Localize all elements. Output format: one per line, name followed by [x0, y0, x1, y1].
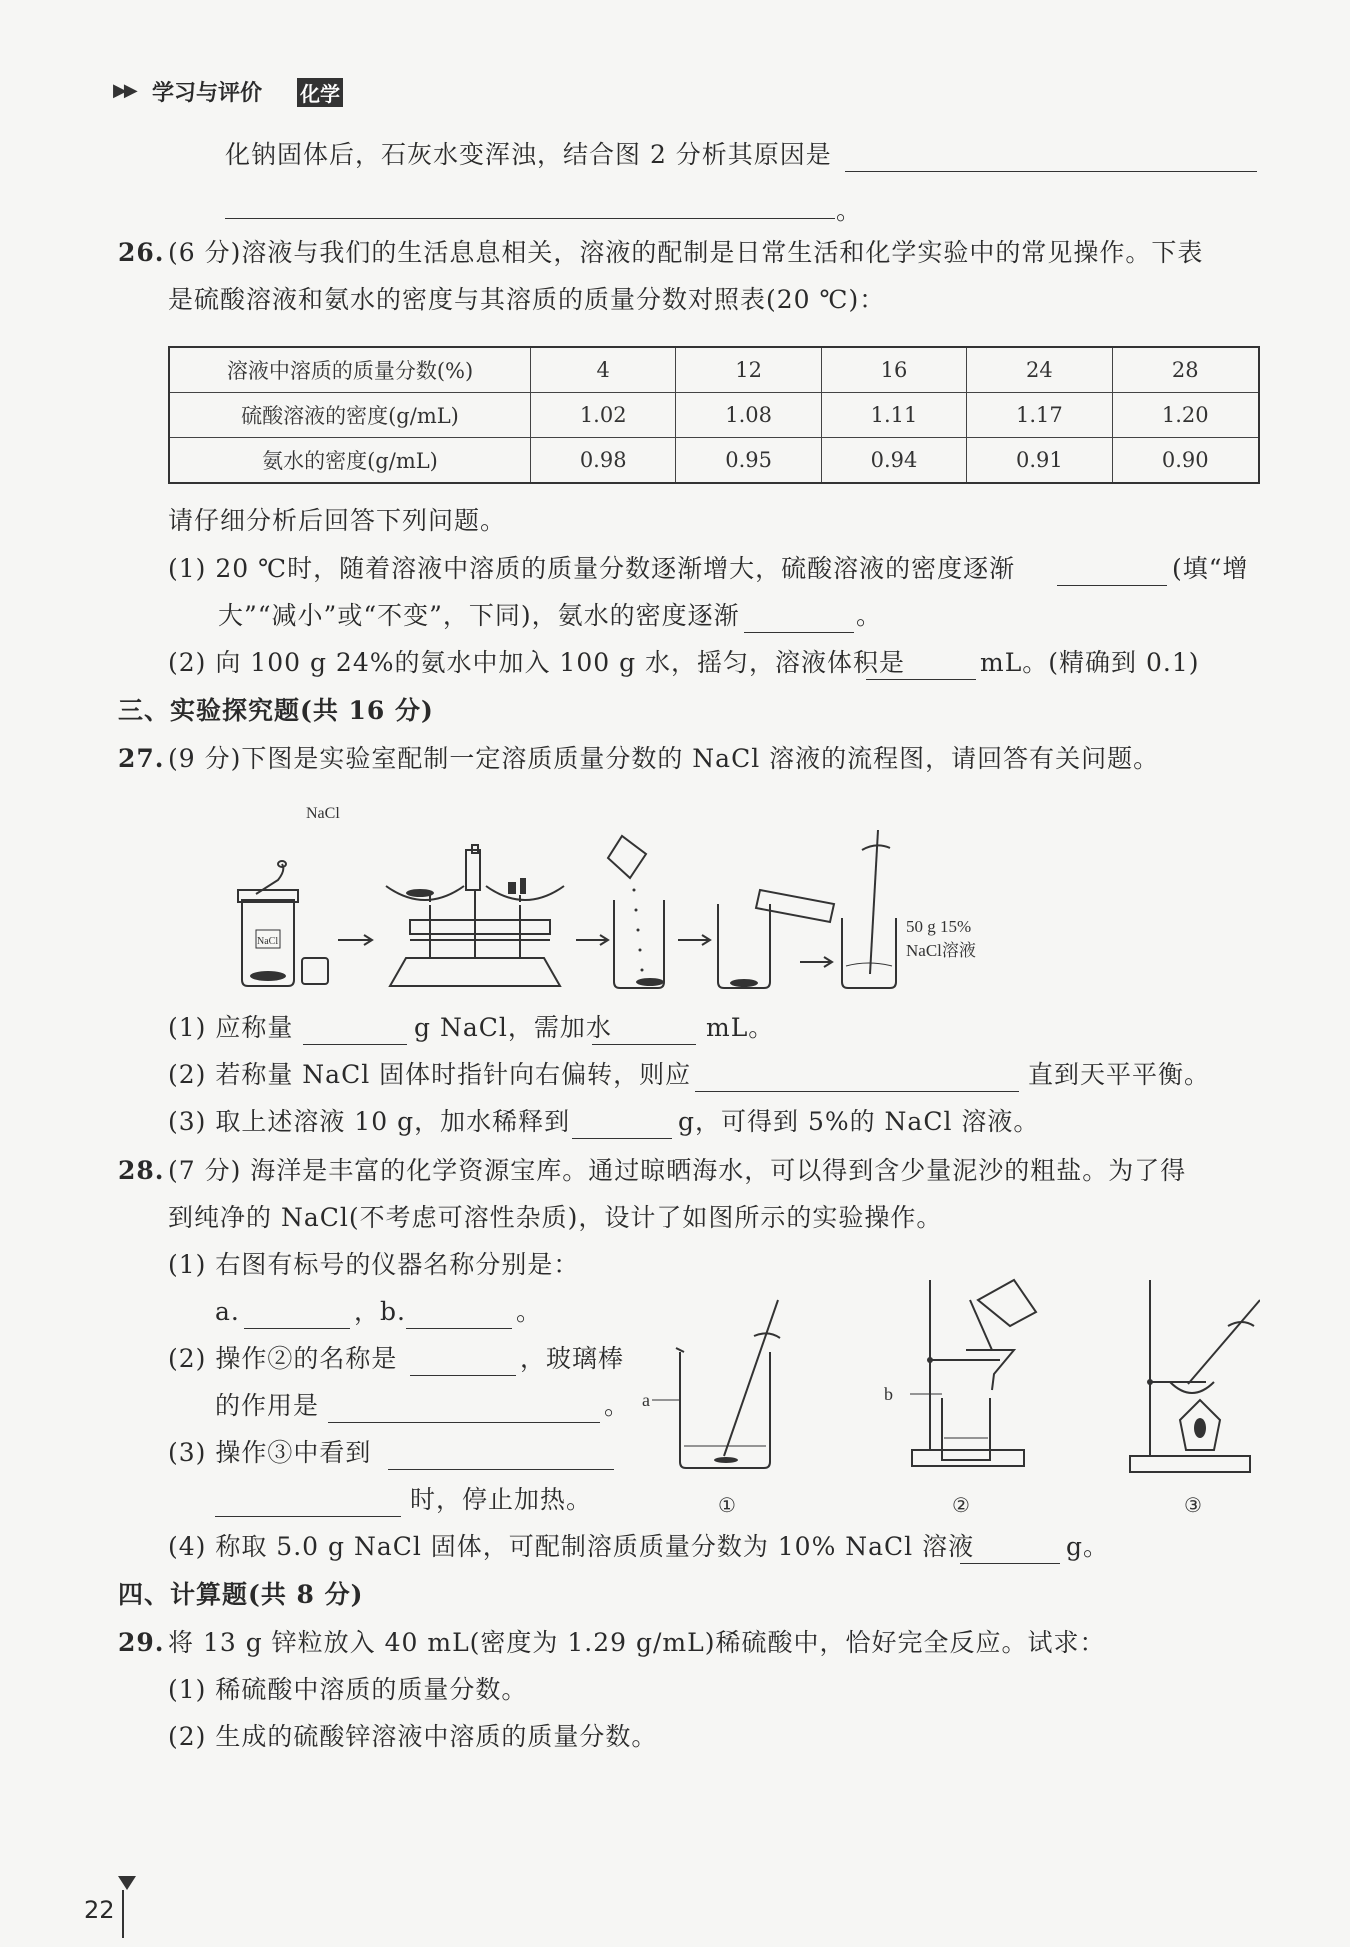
q27-p3-text: (3) 取上述溶液 10 g，加水稀释到 — [168, 1107, 571, 1136]
q28-p3-end: 时，停止加热。 — [410, 1485, 593, 1514]
density-table — [168, 346, 1260, 484]
q26-p1-end: 。 — [856, 601, 883, 630]
table-cell: 0.94 — [821, 438, 966, 484]
q28-p1-blank-a[interactable] — [244, 1328, 350, 1329]
table-cell: 1.02 — [531, 393, 676, 438]
q28-p1-blank-b[interactable] — [406, 1328, 512, 1329]
q26-p1-text2: 大”“减小”或“不变”，下同)，氨水的密度逐渐 — [218, 601, 740, 630]
q26-p1-fill-hint: (填“增 — [1172, 554, 1249, 583]
table-row-label: 硫酸溶液的密度(g/mL) — [169, 393, 531, 438]
q27-p3-blank[interactable] — [572, 1138, 672, 1139]
page-number: 22 — [84, 1896, 115, 1924]
q26-p2-blank[interactable] — [866, 679, 976, 680]
q28-p1-a-label: a. — [215, 1297, 240, 1326]
q25-end: 。 — [836, 196, 863, 225]
table-row — [169, 438, 1259, 484]
table-cell: 1.17 — [967, 393, 1112, 438]
table-cell: 1.11 — [821, 393, 966, 438]
table-cell: 12 — [676, 347, 821, 393]
page-marker-icon — [118, 1876, 136, 1890]
q26-p1-text: (1) 20 ℃时，随着溶液中溶质的质量分数逐渐增大，硫酸溶液的密度逐渐 — [168, 554, 1016, 583]
q26-p1-blank-2[interactable] — [744, 632, 854, 633]
q26-line1: (6 分)溶液与我们的生活息息相关，溶液的配制是日常生活和化学实验中的常见操作。下表 — [168, 238, 1204, 267]
q28-p4-text: (4) 称取 5.0 g NaCl 固体，可配制溶质质量分数为 10% NaCl 溶液 — [168, 1532, 975, 1561]
q28-p3-text: (3) 操作③中看到 — [168, 1438, 372, 1467]
table-cell: 1.08 — [676, 393, 821, 438]
table-cell: 16 — [821, 347, 966, 393]
q28-p3-blank-2[interactable] — [215, 1516, 401, 1517]
table-cell: 0.91 — [967, 438, 1112, 484]
q28-p2-blank-1[interactable] — [410, 1375, 516, 1376]
q28-number: 28. — [118, 1156, 165, 1185]
q27-number: 27. — [118, 744, 165, 773]
table-row-label: 溶液中溶质的质量分数(%) — [169, 347, 531, 393]
figure-caption-3: ③ — [1184, 1493, 1202, 1517]
q28-p2-blank-2[interactable] — [328, 1422, 600, 1423]
figure-label-b: b — [884, 1384, 893, 1404]
q29-line1: 将 13 g 锌粒放入 40 mL(密度为 1.29 g/mL)稀硫酸中，恰好完全反应。试求： — [168, 1628, 1106, 1657]
q27-p1-blank-2[interactable] — [592, 1044, 696, 1045]
q28-line2: 到纯净的 NaCl(不考虑可溶性杂质)，设计了如图所示的实验操作。 — [168, 1203, 943, 1232]
figure-caption-1: ① — [718, 1493, 736, 1517]
section3-heading: 三、实验探究题(共 16 分) — [118, 696, 434, 725]
q27-p1-blank-1[interactable] — [303, 1044, 407, 1045]
table-row-label: 氨水的密度(g/mL) — [169, 438, 531, 484]
table-cell: 4 — [531, 347, 676, 393]
table-cell: 0.98 — [531, 438, 676, 484]
q29-number: 29. — [118, 1628, 165, 1657]
q29-p2: (2) 生成的硫酸锌溶液中溶质的质量分数。 — [168, 1722, 658, 1751]
q27-p2-end: 直到天平平衡。 — [1028, 1060, 1211, 1089]
table-row — [169, 347, 1259, 393]
figure-jar-label: NaCl — [257, 936, 279, 947]
q25-line1: 化钠固体后，石灰水变浑浊，结合图 2 分析其原因是 — [225, 140, 832, 169]
q26-prompt: 请仔细分析后回答下列问题。 — [168, 506, 507, 535]
header-arrows-icon: ▶▶ — [113, 80, 135, 101]
q28-p4-blank[interactable] — [960, 1563, 1060, 1564]
q28-p2-text: (2) 操作②的名称是 — [168, 1344, 398, 1373]
table-cell: 1.20 — [1112, 393, 1259, 438]
q25-blank-2[interactable] — [225, 218, 835, 219]
nacl-preparation-figure — [230, 790, 1150, 1005]
q28-p2-end: 。 — [604, 1391, 631, 1420]
q28-p1-b-label: ，b. — [354, 1297, 406, 1326]
figure-caption-2: ② — [952, 1493, 970, 1517]
table-row — [169, 393, 1259, 438]
q26-p2-end: mL。(精确到 0.1) — [980, 648, 1200, 677]
q28-p2-text3: 的作用是 — [215, 1391, 320, 1420]
figure-result-line2: NaCl溶液 — [906, 941, 976, 960]
figure-result-line1: 50 g 15% — [906, 917, 972, 936]
section4-heading: 四、计算题(共 8 分) — [118, 1580, 364, 1609]
table-cell: 0.95 — [676, 438, 821, 484]
q28-p1-text: (1) 右图有标号的仪器名称分别是： — [168, 1250, 580, 1279]
q27-p3-end: g，可得到 5%的 NaCl 溶液。 — [678, 1107, 1040, 1136]
table-cell: 0.90 — [1112, 438, 1259, 484]
q26-line2: 是硫酸溶液和氨水的密度与其溶质的质量分数对照表(20 ℃)： — [168, 285, 886, 314]
filtration-apparatus-figure — [640, 1260, 1260, 1520]
q28-p2-text2: ，玻璃棒 — [520, 1344, 625, 1373]
subject-badge: 化学 — [297, 78, 343, 107]
q26-number: 26. — [118, 238, 165, 267]
q29-p1: (1) 稀硫酸中溶质的质量分数。 — [168, 1675, 528, 1704]
q27-p1-text: (1) 应称量 — [168, 1013, 294, 1042]
q27-p2-text: (2) 若称量 NaCl 固体时指针向右偏转，则应 — [168, 1060, 692, 1089]
table-cell: 24 — [967, 347, 1112, 393]
page-marker-line — [122, 1890, 124, 1938]
q27-line1: (9 分)下图是实验室配制一定溶质质量分数的 NaCl 溶液的流程图，请回答有关问题。 — [168, 744, 1160, 773]
q27-p1-end: mL。 — [706, 1013, 775, 1042]
q26-p2-text: (2) 向 100 g 24%的氨水中加入 100 g 水，摇匀，溶液体积是 — [168, 648, 906, 677]
q28-p4-end: g。 — [1066, 1532, 1110, 1561]
figure-label-a: a — [642, 1390, 650, 1410]
figure-nacl-label: NaCl — [306, 805, 340, 822]
q27-p1-text2: g NaCl，需加水 — [414, 1013, 612, 1042]
q28-p3-blank-1[interactable] — [388, 1469, 614, 1470]
q25-blank-1[interactable] — [845, 171, 1257, 172]
table-cell: 28 — [1112, 347, 1259, 393]
q26-p1-blank-1[interactable] — [1057, 585, 1167, 586]
q28-p1-end: 。 — [516, 1297, 543, 1326]
q27-p2-blank[interactable] — [695, 1091, 1019, 1092]
header-title: 学习与评价 — [152, 81, 263, 106]
q28-line1: (7 分) 海洋是丰富的化学资源宝库。通过晾晒海水，可以得到含少量泥沙的粗盐。为了得 — [168, 1156, 1187, 1185]
